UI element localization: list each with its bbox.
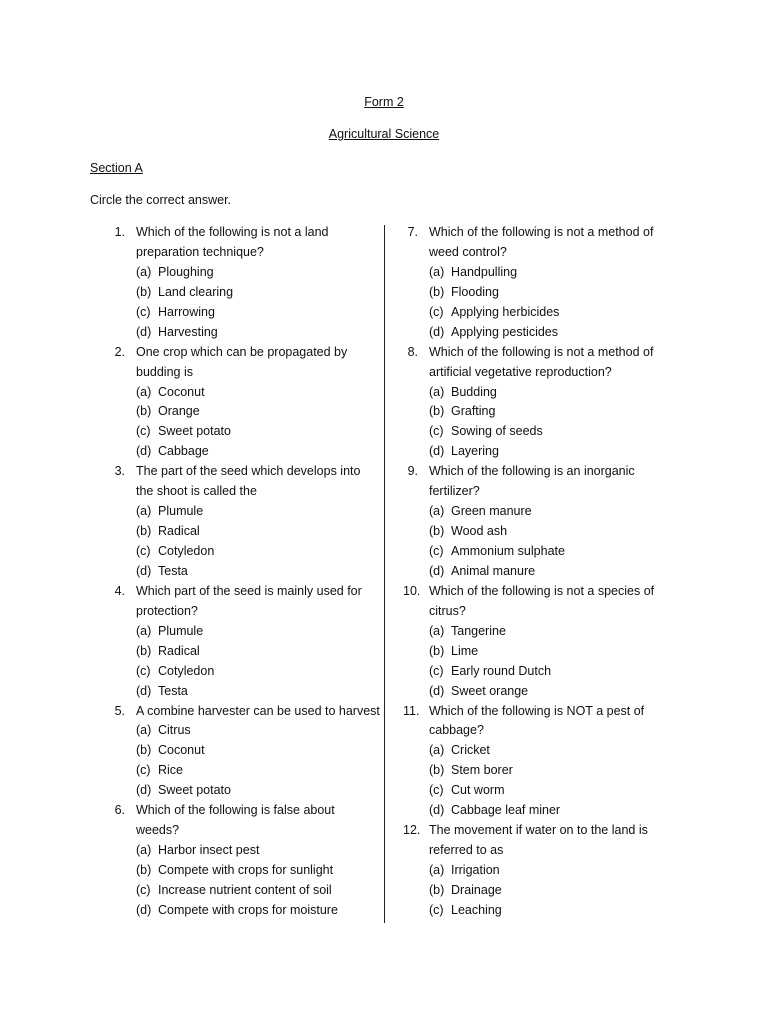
option-text: Applying pesticides [451,324,559,339]
option-text: Animal manure [451,563,536,578]
question-text: One crop which can be propagated by [136,344,348,359]
question-line [403,243,673,263]
question-line [403,602,673,622]
answer-option [403,402,673,422]
question-line [403,821,673,841]
question-number: 4. [114,583,125,598]
option-label: (a) [429,384,445,399]
answer-option [110,542,385,562]
option-text: Compete with crops for moisture [158,902,338,917]
answer-option [403,542,673,562]
option-text: Tangerine [451,623,506,638]
option-label: (c) [136,424,151,439]
question-number: 2. [114,344,125,359]
option-text: Harvesting [158,324,218,339]
question-text: weed control? [429,244,507,259]
question-text: Which of the following is false about [136,803,335,818]
option-label: (b) [136,404,152,419]
answer-option [403,502,673,522]
answer-option [403,383,673,403]
option-text: Cabbage leaf miner [451,803,561,818]
answer-option [403,622,673,642]
answer-option [110,562,385,582]
option-text: Coconut [158,743,205,758]
option-text: Testa [158,683,188,698]
question-item [403,343,673,463]
question-text: preparation technique? [136,244,264,259]
option-text: Plumule [158,623,204,638]
question-text: cabbage? [429,723,484,738]
option-label: (b) [429,643,445,658]
option-label: (b) [136,643,152,658]
question-text: Which of the following is an inorganic [429,464,635,479]
question-item [403,821,673,921]
answer-option [403,642,673,662]
section-heading: Section A [90,161,143,175]
option-text: Ammonium sulphate [451,544,565,558]
option-label: (d) [136,902,152,917]
question-text: Which part of the seed is mainly used for [136,583,362,598]
question-text: Which of the following is not a method of [429,225,654,239]
option-text: Irrigation [451,863,500,877]
option-label: (c) [136,544,151,558]
answer-option [110,383,385,403]
option-text: Radical [158,643,200,658]
option-text: Wood ash [451,524,508,539]
option-label: (c) [136,304,151,319]
questions-right-column [403,223,673,921]
question-line [403,702,673,722]
option-text: Layering [451,444,499,459]
question-line [110,582,385,602]
option-label: (a) [136,504,152,519]
answer-option [110,781,385,801]
answer-option [403,562,673,582]
option-label: (d) [136,563,152,578]
question-number: 1. [114,225,125,239]
question-line [403,223,673,243]
question-item [110,462,385,582]
subject-title: Agricultural Science [328,127,440,141]
answer-option [403,303,673,323]
option-text: Increase nutrient content of soil [158,882,332,897]
option-text: Sowing of seeds [451,424,543,439]
question-number: 10. [403,583,421,598]
question-line [403,582,673,602]
option-text: Budding [451,384,497,399]
answer-option [403,442,673,462]
option-text: Harbor insect pest [158,843,260,858]
answer-option [110,841,385,861]
question-line [403,721,673,741]
answer-option [110,662,385,682]
option-text: Radical [158,524,200,539]
option-text: Handpulling [451,264,518,279]
option-text: Stem borer [451,763,513,778]
option-label: (a) [136,723,152,738]
question-text: The part of the seed which develops into [136,464,361,479]
option-label: (a) [429,264,445,279]
option-text: Testa [158,563,188,578]
option-text: Sweet potato [158,783,231,798]
question-line [403,363,673,383]
answer-option [110,283,385,303]
question-item [110,702,385,802]
question-line [110,482,385,502]
option-text: Cut worm [451,783,505,798]
question-number: 12. [403,823,421,838]
question-number: 3. [114,464,125,479]
option-label: (d) [429,683,445,698]
option-text: Grafting [451,404,496,419]
option-text: Green manure [451,504,532,519]
answer-option [110,761,385,781]
option-label: (c) [136,882,151,897]
question-text: the shoot is called the [136,484,257,499]
option-text: Cotyledon [158,663,215,678]
option-label: (c) [429,424,444,439]
question-number: 9. [407,464,418,479]
answer-option [403,781,673,801]
answer-option [403,323,673,343]
answer-option [110,502,385,522]
option-label: (c) [429,783,444,798]
question-line [110,223,385,243]
option-label: (d) [429,444,445,459]
answer-option [110,861,385,881]
question-item [110,223,385,343]
instruction-text: Circle the correct answer. [90,193,232,207]
option-text: Citrus [158,723,191,738]
answer-option [403,861,673,881]
option-label: (a) [429,623,445,638]
answer-option [403,741,673,761]
question-text: citrus? [429,603,466,618]
option-label: (c) [429,902,444,917]
option-label: (d) [136,683,152,698]
option-text: Cotyledon [158,544,215,558]
questions-left-column [110,223,385,921]
question-text: fertilizer? [429,484,480,499]
option-text: Land clearing [158,284,234,299]
answer-option [110,442,385,462]
option-text: Ploughing [158,264,214,279]
answer-option [110,622,385,642]
answer-option [403,901,673,921]
option-label: (c) [136,663,151,678]
question-line [110,801,385,821]
option-label: (c) [429,663,444,678]
question-item [403,702,673,822]
option-label: (a) [429,863,445,877]
answer-option [110,522,385,542]
option-text: Orange [158,404,200,419]
question-text: Which of the following is not a method of [429,344,654,359]
option-text: Plumule [158,504,204,519]
option-label: (a) [429,504,445,519]
question-item [110,343,385,463]
answer-option [403,761,673,781]
option-label: (d) [429,324,445,339]
option-text: Sweet orange [451,683,529,698]
question-text: protection? [136,603,198,618]
option-text: Leaching [451,902,502,917]
option-label: (b) [136,524,152,539]
option-label: (d) [136,324,152,339]
option-text: Rice [158,763,184,778]
question-item [403,462,673,582]
answer-option [110,303,385,323]
option-text: Drainage [451,882,502,897]
answer-option [403,522,673,542]
option-label: (d) [429,803,445,818]
option-text: Cricket [451,743,490,758]
answer-option [110,682,385,702]
answer-option [403,662,673,682]
question-text: Which of the following is NOT a pest of [429,703,645,718]
question-line [110,462,385,482]
option-text: Compete with crops for sunlight [158,863,334,877]
option-label: (d) [136,444,152,459]
answer-option [110,642,385,662]
option-label: (b) [429,524,445,539]
question-number: 7. [407,225,418,239]
question-number: 11. [403,703,420,718]
question-number: 6. [114,803,125,818]
question-number: 8. [407,344,418,359]
question-line [110,243,385,263]
option-text: Sweet potato [158,424,231,439]
question-item [110,801,385,921]
answer-option [403,881,673,901]
option-label: (c) [429,544,444,558]
option-text: Applying herbicides [451,304,560,319]
option-label: (a) [136,384,152,399]
form-title: Form 2 [364,95,404,109]
question-line [403,482,673,502]
option-text: Harrowing [158,304,215,319]
question-text: A combine harvester can be used to harvest [136,703,380,718]
question-line [403,841,673,861]
option-text: Lime [451,643,479,658]
column-divider [384,225,385,923]
question-item [403,582,673,702]
option-label: (a) [136,623,152,638]
option-label: (c) [136,763,151,778]
question-text: Which of the following is not a land [136,225,329,239]
question-text: weeds? [136,823,180,838]
answer-option [110,741,385,761]
option-label: (b) [136,743,152,758]
answer-option [403,422,673,442]
question-line [403,462,673,482]
question-line [110,602,385,622]
question-item [403,223,673,343]
option-label: (b) [429,763,445,778]
option-label: (d) [136,783,152,798]
question-text: budding is [136,364,193,379]
option-label: (a) [136,843,152,858]
option-label: (b) [429,882,445,897]
option-label: (b) [136,284,152,299]
question-line [403,343,673,363]
option-label: (b) [136,863,152,877]
option-label: (a) [429,743,445,758]
answer-option [110,721,385,741]
answer-option [110,402,385,422]
answer-option [403,263,673,283]
question-number: 5. [114,703,125,718]
option-label: (b) [429,404,445,419]
question-line [110,821,385,841]
option-label: (b) [429,284,445,299]
answer-option [110,323,385,343]
answer-option [110,263,385,283]
option-text: Cabbage [158,444,209,459]
question-text: Which of the following is not a species of [429,583,655,598]
option-text: Flooding [451,284,499,299]
answer-option [110,901,385,921]
answer-option [403,682,673,702]
question-line [110,343,385,363]
answer-option [110,422,385,442]
option-text: Coconut [158,384,205,399]
answer-option [110,881,385,901]
answer-option [403,801,673,821]
option-text: Early round Dutch [451,663,552,678]
option-label: (c) [429,304,444,319]
question-text: artificial vegetative reproduction? [429,364,612,379]
question-item [110,582,385,702]
question-text: referred to as [429,843,504,858]
question-line [110,702,385,722]
question-text: The movement if water on to the land is [429,823,648,838]
question-line [110,363,385,383]
answer-option [403,283,673,303]
option-label: (d) [429,563,445,578]
option-label: (a) [136,264,152,279]
